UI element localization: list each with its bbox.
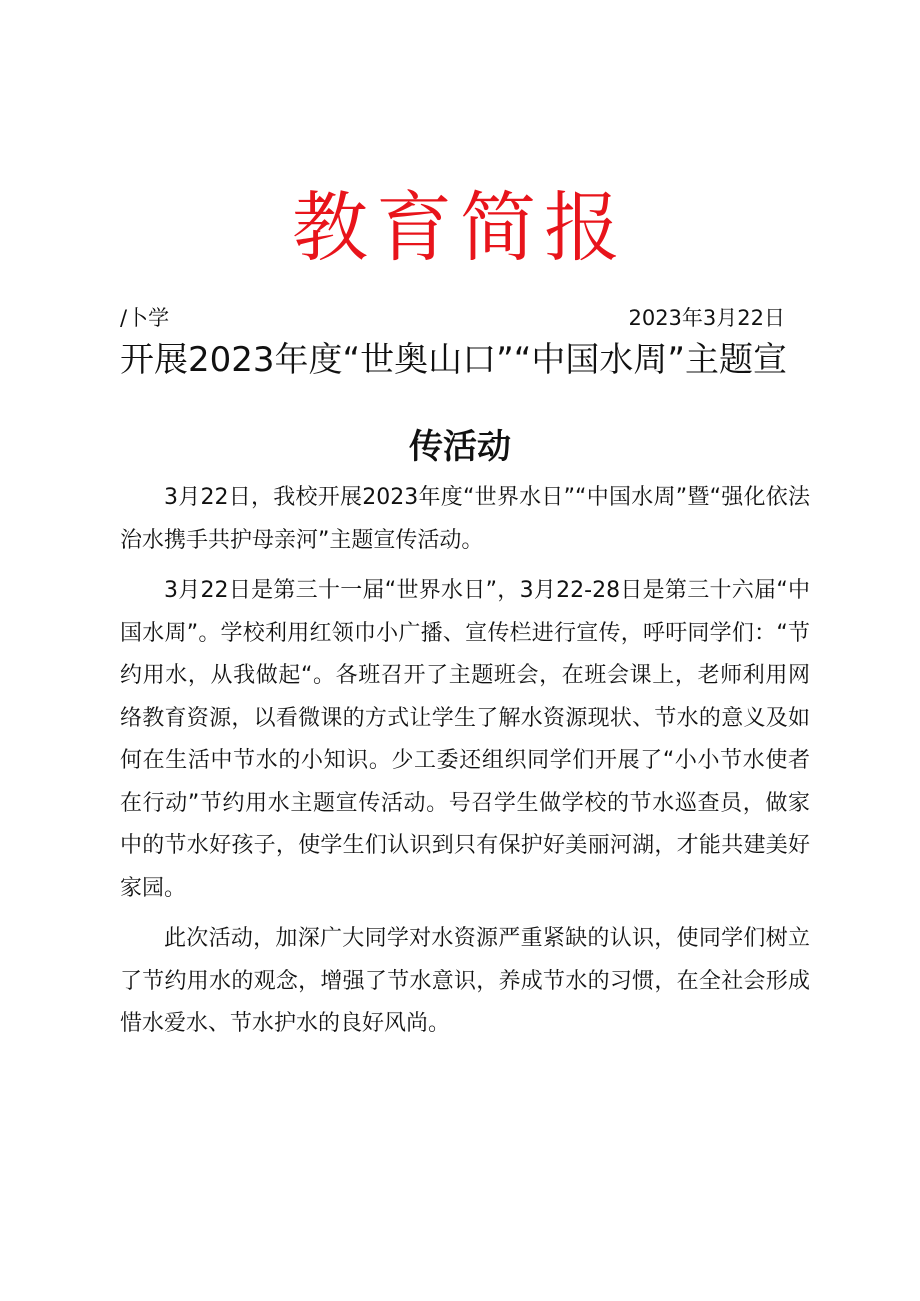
article-headline-continuation: 传活动 — [409, 427, 511, 467]
school-name: /卜学 — [120, 306, 170, 330]
paragraph-2: 3月22日是第三十一届“世界水日”，3月22-28日是第三十六届“中国水周”。学校利用红领巾小广播、宣传栏进行宣传，呼吁同学们：“节约用水，从我做起“。各班召开了主题班会，在班会课上，老师利用网络教育资源，以看微课的方式让学生了解水资源现状、节水的意义及如何在生活中节水的小知识。少工委还组织同学们开展了“小小节水使者在行动”节约用水主题宣传活动。号召学生做学校的节水巡查员，做家中的节水好孩子，使学生们认识到只有保护好美丽河湖，才能共建美好家园。 — [120, 578, 810, 901]
article-body — [120, 477, 810, 1054]
issue-date: 2023年3月22日 — [628, 306, 785, 330]
paragraph-3: 此次活动，加深广大同学对水资源严重紧缺的认识，使同学们树立了节约用水的观念，增强了节水意识，养成节水的习惯，在全社会形成惜水爱水、节水护水的良好风尚。 — [120, 926, 810, 1036]
paragraph-1: 3月22日，我校开展2023年度“世界水日”“中国水周”暨“强化依法治水携手共护母亲河”主题宣传活动。 — [120, 485, 810, 553]
article-headline: 开展2023年度“世奥山口”“中国水周”主题宣 — [120, 340, 787, 380]
newsletter-masthead: 教育简报 — [292, 183, 628, 272]
issue-meta — [120, 303, 785, 333]
